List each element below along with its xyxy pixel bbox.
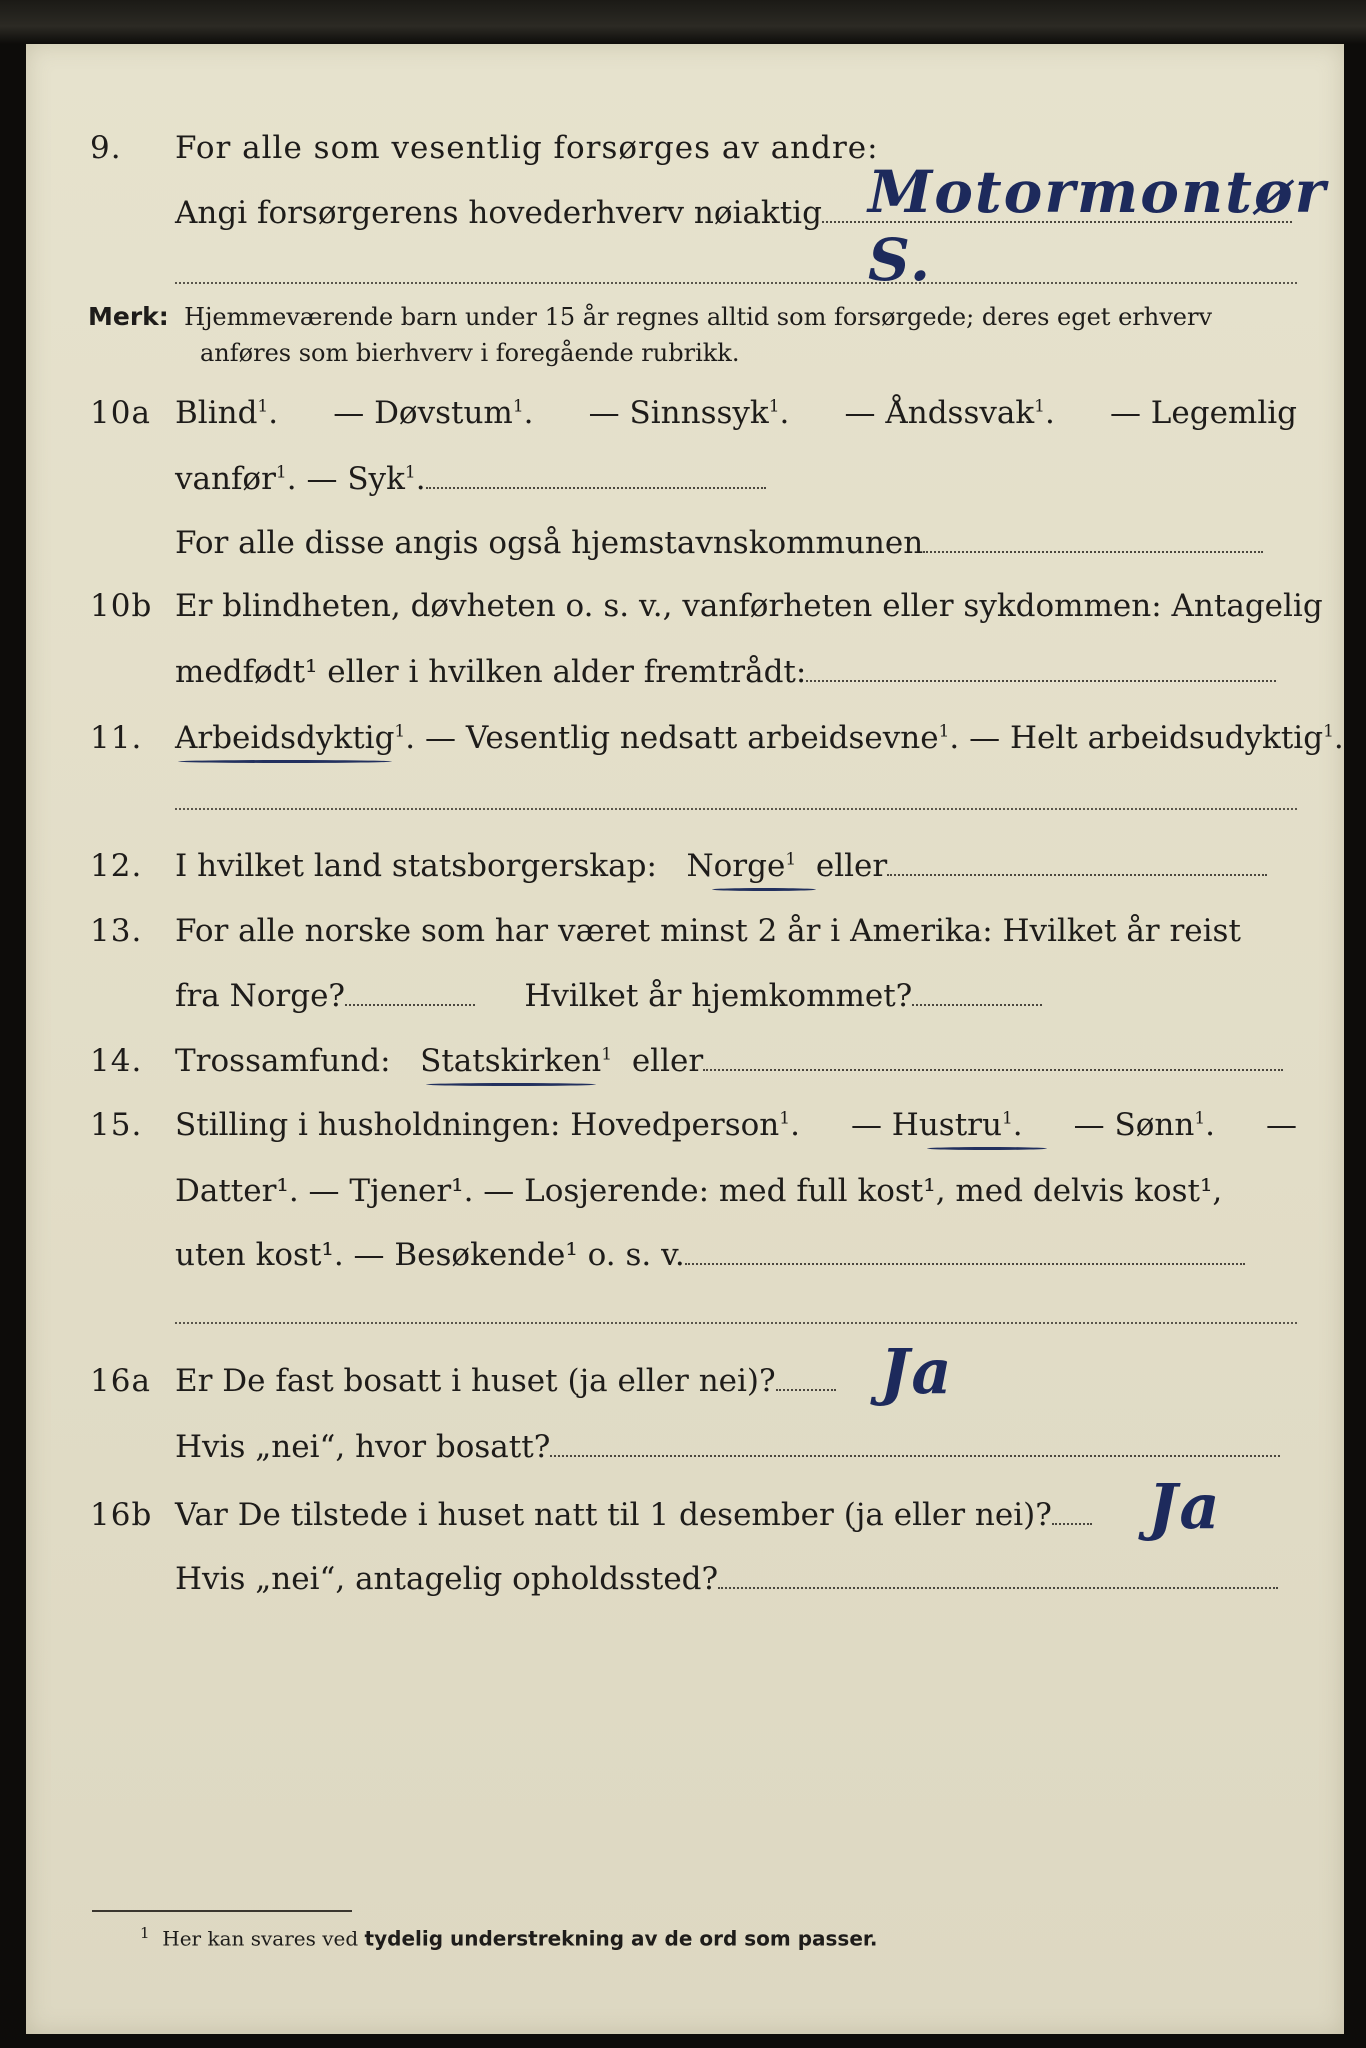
merk-note bbox=[88, 299, 1288, 371]
q11-answer-underline bbox=[178, 760, 392, 763]
q16b-label: Var De tilstede i huset natt til 1 desember (ja eller nei)? bbox=[175, 1493, 1092, 1537]
merk-label: Merk: bbox=[88, 302, 169, 331]
q9-label: For alle som vesentlig forsørges av andre: bbox=[175, 130, 879, 166]
q11-options: Arbeidsdyktig$^1$. — Vesentlig nedsatt arbeidsevne$^1$. — Helt arbeidsudyktig$^1$. bbox=[175, 720, 1344, 756]
q10a-legemlig: — Legemlig bbox=[1109, 395, 1297, 431]
q16a-label: Er De fast bosatt i huset (ja eller nei)? bbox=[175, 1359, 836, 1403]
q9-number: 9. bbox=[90, 130, 122, 166]
footnote-text-1: Her kan svares ved bbox=[162, 1926, 359, 1951]
q10a-vanfor-syk: vanfør$^1$. — Syk$^1$. bbox=[175, 457, 766, 501]
q10b-label-2: medfødt¹ eller i hvilken alder fremtrådt: bbox=[175, 650, 1276, 694]
q15-extra-line bbox=[175, 1322, 1297, 1324]
merk-text-1: Hjemmeværende barn under 15 år regnes alltid som forsørgede; deres eget erhverv bbox=[184, 303, 1213, 331]
q9-label-2: Angi forsørgerens hovederhverv nøiaktig bbox=[175, 191, 1292, 235]
q14-label: Trossamfund: Statskirken$^1$ eller bbox=[175, 1039, 1283, 1083]
q16b-label-2: Hvis „nei“, antagelig opholdssted? bbox=[175, 1557, 1278, 1601]
q10a-blind: Blind bbox=[175, 395, 258, 431]
q10a-number: 10a bbox=[90, 395, 151, 431]
footnote bbox=[140, 1924, 878, 1951]
q10b-label: Er blindheten, døvheten o. s. v., vanførheten eller sykdommen: Antagelig bbox=[175, 588, 1323, 624]
q10a-options: Blind$^1$. — Døvstum$^1$. — Sinnssyk$^1$. — Åndssvak$^1$. — Legemlig bbox=[175, 391, 1297, 435]
q14-statskirken: Statskirken bbox=[420, 1043, 602, 1079]
q10a-sinnssyk: — Sinnssyk bbox=[588, 395, 769, 431]
footnote-mark: 1 bbox=[140, 1924, 150, 1942]
q10a-dovstum: — Døvstum bbox=[333, 395, 513, 431]
q12-label: I hvilket land statsborgerskap: Norge$^1$ eller bbox=[175, 844, 1267, 888]
q12-norge: Norge bbox=[686, 848, 786, 884]
q11-arbeidsdyktig: Arbeidsdyktig bbox=[175, 720, 395, 756]
q16b-handwritten-answer: Ja bbox=[1148, 1470, 1222, 1543]
q9-extra-line bbox=[175, 282, 1297, 284]
q10a-andssvak: — Åndssvak bbox=[844, 395, 1035, 431]
q14-number: 14. bbox=[90, 1043, 143, 1079]
q10a-hjemstavn: For alle disse angis også hjemstavnskommunen bbox=[175, 521, 1263, 565]
q13-number: 13. bbox=[90, 913, 143, 949]
merk-text-2: anføres som bierhverv i foregående rubrikk. bbox=[200, 339, 740, 367]
q16a-handwritten-answer: Ja bbox=[880, 1335, 954, 1408]
q12-number: 12. bbox=[90, 848, 143, 884]
scan-top-edge bbox=[0, 0, 1366, 44]
q15-answer-underline bbox=[927, 1147, 1047, 1150]
q16a-number: 16a bbox=[90, 1363, 151, 1399]
q15-number: 15. bbox=[90, 1107, 143, 1143]
q9-handwritten-answer: Motormontør S. bbox=[868, 158, 1328, 294]
footnote-rule bbox=[92, 1910, 352, 1912]
q14-answer-underline bbox=[426, 1083, 596, 1086]
q15-label-3: uten kost¹. — Besøkende¹ o. s. v. bbox=[175, 1233, 1245, 1277]
q12-answer-underline bbox=[712, 888, 816, 891]
q16a-label-2: Hvis „nei“, hvor bosatt? bbox=[175, 1425, 1280, 1469]
q10b-number: 10b bbox=[90, 588, 153, 624]
q11-number: 11. bbox=[90, 720, 143, 756]
q11-extra-line bbox=[175, 808, 1297, 810]
q13-label-2: fra Norge? Hvilket år hjemkommet? bbox=[175, 974, 1042, 1018]
q15-label-2: Datter¹. — Tjener¹. — Losjerende: med full kost¹, med delvis kost¹, bbox=[175, 1173, 1223, 1209]
q15-options: Stilling i husholdningen: Hovedperson$^1$. — Hustru$^1$. — Sønn$^1$. — bbox=[175, 1107, 1297, 1143]
q16b-number: 16b bbox=[90, 1497, 153, 1533]
q15-hustru: — Hustru bbox=[850, 1107, 1002, 1143]
footnote-text-2: tydelig understrekning av de ord som passer. bbox=[364, 1926, 878, 1951]
q13-label: For alle norske som har været minst 2 år i Amerika: Hvilket år reist bbox=[175, 913, 1241, 949]
